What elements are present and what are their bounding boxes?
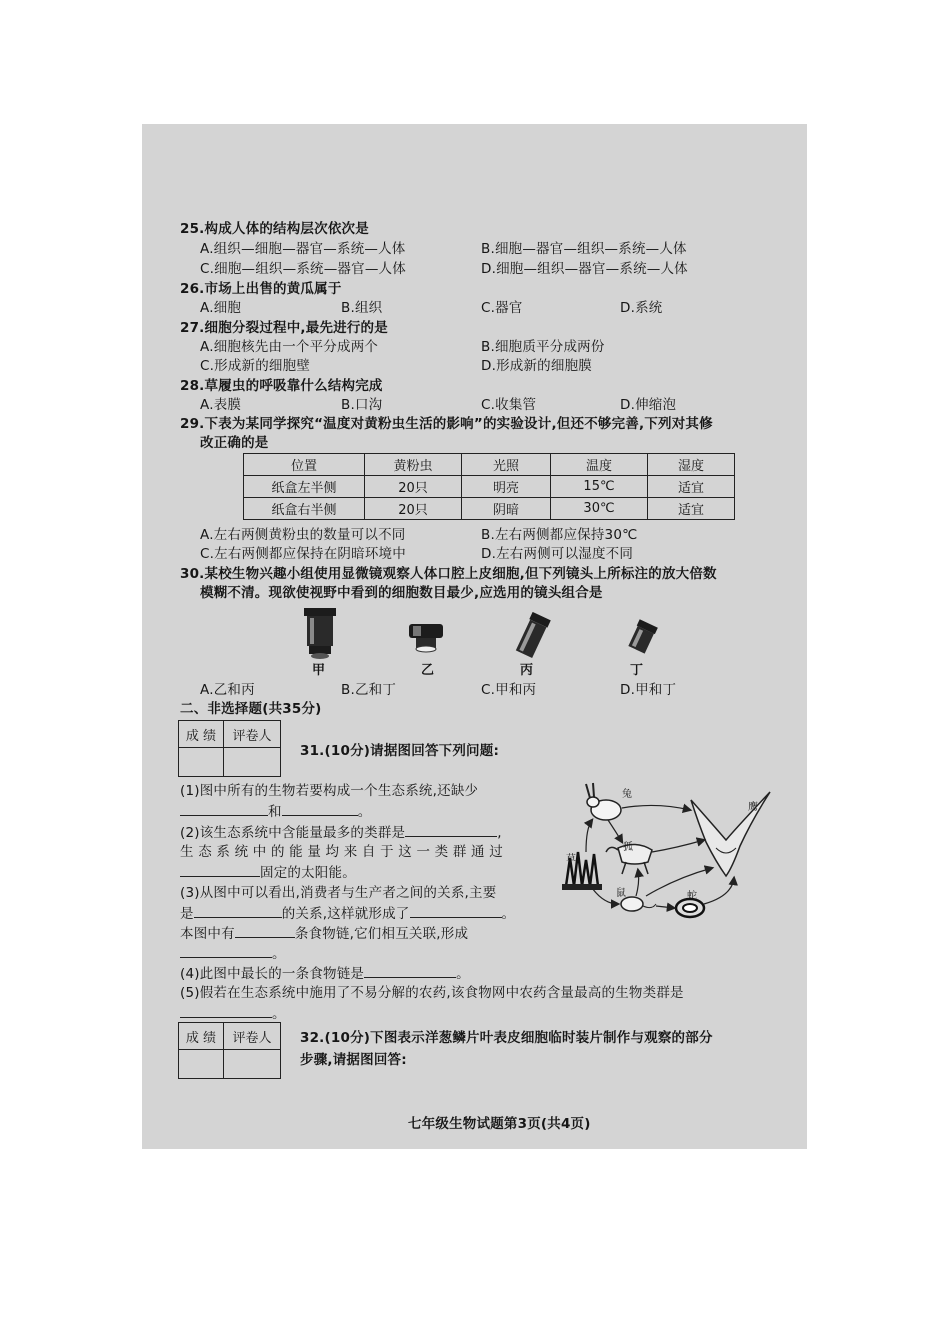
q29-option-b: B.左右两侧都应保持30℃ — [481, 527, 638, 543]
q31-part3-line2: 是 的关系,这样就形成了 。 — [180, 906, 516, 922]
table-cell: 明亮 — [462, 476, 551, 498]
grader-header: 评卷人 — [224, 721, 281, 748]
table-header-cell: 光照 — [462, 454, 551, 476]
lens-label-yi: 乙 — [421, 663, 435, 678]
table-cell: 纸盒右半侧 — [244, 498, 365, 520]
lens-label-jia: 甲 — [312, 663, 326, 678]
q31-stem: 31.(10分)请据图回答下列问题: — [300, 743, 500, 759]
q31-part3-line4: 。 — [180, 944, 286, 963]
q31-part2: (2)该生态系统中含能量最多的类群是 , — [180, 825, 502, 841]
grader-cell — [224, 1050, 281, 1079]
score-box — [178, 1022, 281, 1079]
q30-stem-line1: 30.某校生物兴趣小组使用显微镜观察人体口腔上皮细胞,但下列镜头上所标注的放大倍数 — [180, 566, 717, 582]
table-header-cell: 湿度 — [648, 454, 735, 476]
table-cell: 纸盒左半侧 — [244, 476, 365, 498]
q31-part3: (3)从图中可以看出,消费者与生产者之间的关系,主要 — [180, 885, 497, 901]
experiment-table — [243, 453, 735, 520]
q27-stem: 27.细胞分裂过程中,最先进行的是 — [180, 320, 388, 336]
q28-stem: 28.草履虫的呼吸靠什么结构完成 — [180, 378, 383, 394]
answer-blank[interactable] — [235, 924, 295, 938]
q31-part2-line2: 生 态 系 统 中 的 能 量 均 来 自 于 这 一 类 群 通 过 — [180, 844, 503, 860]
answer-blank[interactable] — [282, 802, 358, 816]
grader-header: 评卷人 — [224, 1023, 281, 1050]
q29-stem-line2: 改正确的是 — [200, 435, 269, 451]
table-row — [244, 498, 735, 520]
q28-option-a: A.表膜 — [200, 397, 242, 413]
q29-option-d: D.左右两侧可以湿度不同 — [481, 546, 634, 562]
mouse-icon — [621, 897, 656, 911]
label-hawk: 鹰 — [748, 802, 758, 813]
q30-option-d: D.甲和丁 — [620, 682, 677, 698]
grader-cell — [224, 748, 281, 777]
table-header-row — [244, 454, 735, 476]
q31-part5-line2: 。 — [180, 1004, 286, 1023]
q31-part4: (4)此图中最长的一条食物链是 。 — [180, 966, 470, 982]
table-cell: 适宜 — [648, 498, 735, 520]
answer-blank[interactable] — [194, 904, 282, 918]
table-cell: 适宜 — [648, 476, 735, 498]
answer-blank[interactable] — [410, 904, 502, 918]
table-cell: 20只 — [365, 476, 462, 498]
answer-blank[interactable] — [180, 802, 268, 816]
q25-option-a: A.组织—细胞—器官—系统—人体 — [200, 241, 406, 257]
q32-stem-line2: 步骤,请据图回答: — [300, 1052, 407, 1068]
table-header-cell: 黄粉虫 — [365, 454, 462, 476]
label-snake: 蛇 — [687, 891, 697, 902]
q25-stem: 25.构成人体的结构层次依次是 — [180, 221, 369, 237]
q27-option-c: C.形成新的细胞壁 — [200, 358, 311, 374]
section-title: 二、非选择题(共35分) — [180, 701, 322, 717]
q29-option-c: C.左右两侧都应保持在阴暗环境中 — [200, 546, 406, 562]
table-header-cell: 温度 — [551, 454, 648, 476]
q27-option-d: D.形成新的细胞膜 — [481, 358, 592, 374]
q26-option-c: C.器官 — [481, 300, 523, 316]
label-grass: 草 — [566, 854, 576, 865]
label-fox: 狐 — [623, 842, 633, 853]
score-box — [178, 720, 281, 777]
eyepiece-short-icon — [622, 618, 662, 658]
answer-blank[interactable] — [180, 863, 260, 877]
q28-option-c: C.收集管 — [481, 397, 537, 413]
q29-option-a: A.左右两侧黄粉虫的数量可以不同 — [200, 527, 406, 543]
label-rabbit: 兔 — [622, 789, 632, 800]
table-cell: 20只 — [365, 498, 462, 520]
q25-option-b: B.细胞—器官—组织—系统—人体 — [481, 241, 687, 257]
table-cell: 阴暗 — [462, 498, 551, 520]
eyepiece-long-icon — [510, 612, 554, 662]
q32-stem-line1: 32.(10分)下图表示洋葱鳞片叶表皮细胞临时装片制作与观察的部分 — [300, 1030, 713, 1046]
answer-blank[interactable] — [364, 964, 456, 978]
hawk-icon — [691, 792, 770, 876]
q30-option-c: C.甲和丙 — [481, 682, 537, 698]
q26-stem: 26.市场上出售的黄瓜属于 — [180, 281, 342, 297]
page-footer: 七年级生物试题第3页(共4页) — [408, 1116, 591, 1132]
q26-option-b: B.组织 — [341, 300, 383, 316]
q31-part1-line2: 和 。 — [180, 802, 371, 821]
q29-stem-line1: 29.下表为某同学探究“温度对黄粉虫生活的影响”的实验设计,但还不够完善,下列对其修 — [180, 416, 713, 432]
q28-option-d: D.伸缩泡 — [620, 397, 677, 413]
objective-lens-long-icon — [300, 606, 340, 662]
q25-option-c: C.细胞—组织—系统—器官—人体 — [200, 261, 406, 277]
q26-option-d: D.系统 — [620, 300, 663, 316]
q30-option-a: A.乙和丙 — [200, 682, 255, 698]
table-cell: 15℃ — [551, 476, 648, 498]
objective-lens-short-icon — [407, 620, 445, 654]
lens-label-bing: 丙 — [520, 663, 534, 678]
table-cell: 30℃ — [551, 498, 648, 520]
lens-label-ding: 丁 — [630, 663, 644, 678]
table-row — [244, 476, 735, 498]
label-mouse: 鼠 — [616, 888, 626, 899]
q28-option-b: B.口沟 — [341, 397, 383, 413]
q27-option-b: B.细胞质平分成两份 — [481, 339, 605, 355]
score-header: 成 绩 — [179, 1023, 224, 1050]
table-header-cell: 位置 — [244, 454, 365, 476]
q31-part1: (1)图中所有的生物若要构成一个生态系统,还缺少 — [180, 783, 479, 799]
rabbit-icon — [586, 783, 621, 820]
q30-option-b: B.乙和丁 — [341, 682, 397, 698]
answer-blank[interactable] — [180, 1004, 272, 1018]
q27-option-a: A.细胞核先由一个平分成两个 — [200, 339, 379, 355]
q26-option-a: A.细胞 — [200, 300, 242, 316]
score-cell — [179, 1050, 224, 1079]
q31-part2-line3: 固定的太阳能。 — [180, 863, 356, 882]
q25-option-d: D.细胞—组织—器官—系统—人体 — [481, 261, 688, 277]
q31-part3-line3: 本图中有 条食物链,它们相互关联,形成 — [180, 926, 469, 942]
answer-blank[interactable] — [405, 823, 497, 837]
score-header: 成 绩 — [179, 721, 224, 748]
q30-stem-line2: 模糊不清。现欲使视野中看到的细胞数目最少,应选用的镜头组合是 — [200, 585, 603, 601]
q31-part5: (5)假若在生态系统中施用了不易分解的农药,该食物网中农药含量最高的生物类群是 — [180, 985, 684, 1001]
answer-blank[interactable] — [180, 944, 272, 958]
score-cell — [179, 748, 224, 777]
